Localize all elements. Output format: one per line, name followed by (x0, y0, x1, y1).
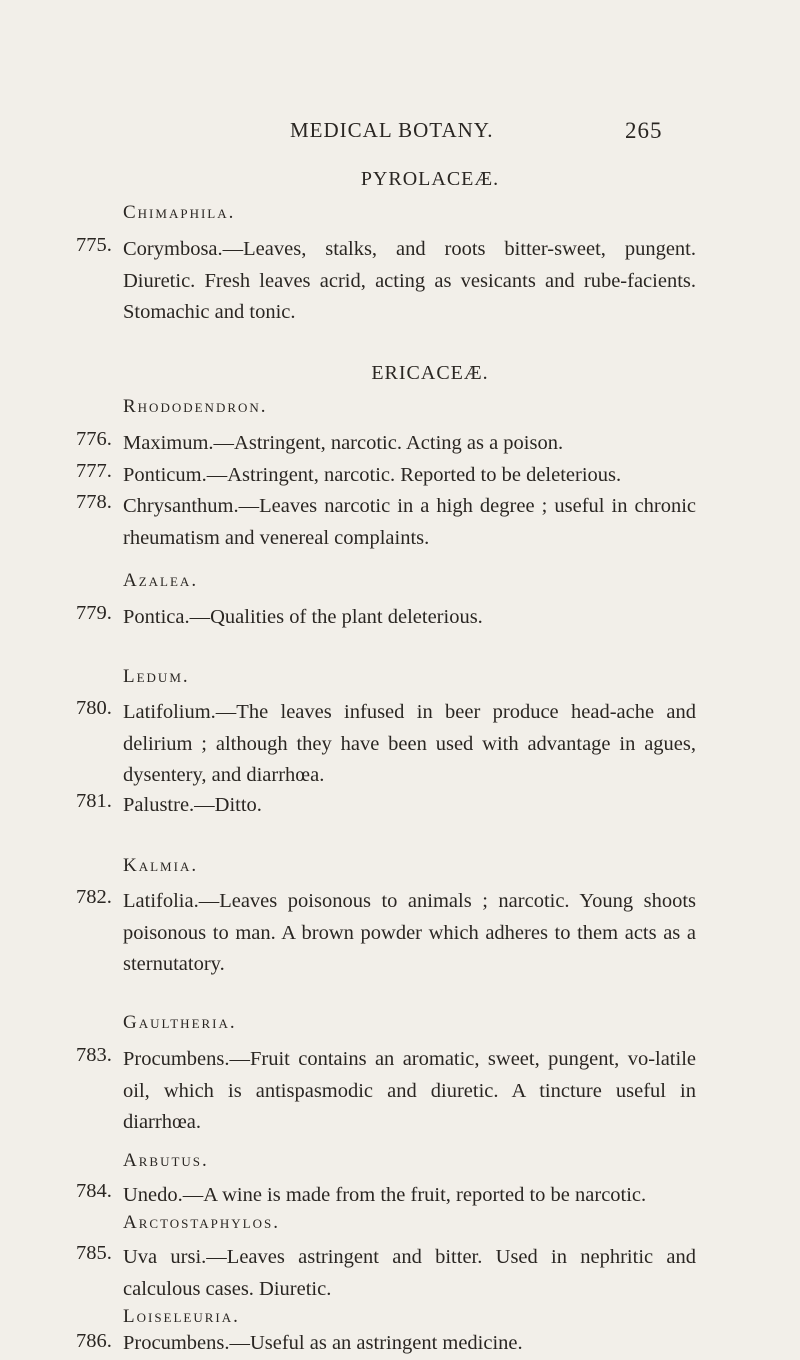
entry-number: 786. (76, 1330, 112, 1352)
entry (76, 886, 696, 981)
entry (76, 491, 696, 554)
entry-number: 779. (76, 602, 112, 624)
running-head (0, 118, 800, 148)
entry (76, 790, 696, 822)
entry (76, 1242, 696, 1305)
genus-heading: Rhododendron. (123, 396, 268, 417)
entry-text: Corymbosa.—Leaves, stalks, and roots bitter-sweet, pungent. Diuretic. Fresh leaves acrid, acting as vesicants and rube-facients. Stomachic and tonic. (123, 238, 696, 323)
entry-number: 782. (76, 886, 112, 908)
genus-heading: Ledum. (123, 666, 190, 687)
entry (76, 1044, 696, 1139)
genus-heading: Arctostaphylos. (123, 1212, 280, 1233)
entry (76, 460, 696, 492)
family-heading: PYROLACEÆ. (360, 168, 500, 190)
entry-number: 777. (76, 460, 112, 482)
entry-number: 778. (76, 491, 112, 513)
running-head-title: MEDICAL BOTANY. (290, 118, 494, 142)
entry-text: Palustre.—Ditto. (123, 794, 262, 816)
entry-text: Maximum.—Astringent, narcotic. Acting as a poison. (123, 432, 564, 454)
entry-text: Uva ursi.—Leaves astringent and bitter. Used in nephritic and calculous cases. Diuretic. (123, 1246, 696, 1300)
entry-text: Ponticum.—Astringent, narcotic. Reported to be deleterious. (123, 464, 622, 486)
entry-text: Chrysanthum.—Leaves narcotic in a high degree ; useful in chronic rheumatism and venereal complaints. (123, 495, 696, 549)
entry-number: 780. (76, 697, 112, 719)
entry (76, 1180, 696, 1212)
page-number: 265 (625, 118, 663, 143)
entry (76, 697, 696, 792)
entry-text: Procumbens.—Fruit contains an aromatic, sweet, pungent, vo-latile oil, which is antispasmodic and diuretic. A tincture useful in diarrhœa. (123, 1048, 696, 1133)
genus-heading: Loiseleuria. (123, 1306, 240, 1327)
entry-number: 783. (76, 1044, 112, 1066)
entry-number: 784. (76, 1180, 112, 1202)
genus-heading: Arbutus. (123, 1150, 209, 1171)
genus-heading: Chimaphila. (123, 202, 236, 223)
genus-heading: Azalea. (123, 570, 199, 591)
genus-heading: Kalmia. (123, 855, 199, 876)
entry-text: Unedo.—A wine is made from the fruit, reported to be narcotic. (123, 1184, 647, 1206)
entry (76, 602, 696, 634)
entry-number: 776. (76, 428, 112, 450)
entry-text: Latifolium.—The leaves infused in beer produce head-ache and delirium ; although they have been used with advantage in agues, dysentery, and diarrhœa. (123, 701, 696, 786)
entry-text: Latifolia.—Leaves poisonous to animals ; narcotic. Young shoots poisonous to man. A brown powder which adheres to them acts as a sternutatory. (123, 890, 696, 975)
family-heading: ERICACEÆ. (371, 362, 489, 384)
entry-number: 775. (76, 234, 112, 256)
entry-number: 781. (76, 790, 112, 812)
genus-heading: Gaultheria. (123, 1012, 237, 1033)
entry-text: Procumbens.—Useful as an astringent medicine. (123, 1332, 523, 1354)
entry (76, 1328, 696, 1360)
entry-number: 785. (76, 1242, 112, 1264)
entry (76, 428, 696, 460)
entry-text: Pontica.—Qualities of the plant deleterious. (123, 606, 483, 628)
entry (76, 234, 696, 329)
